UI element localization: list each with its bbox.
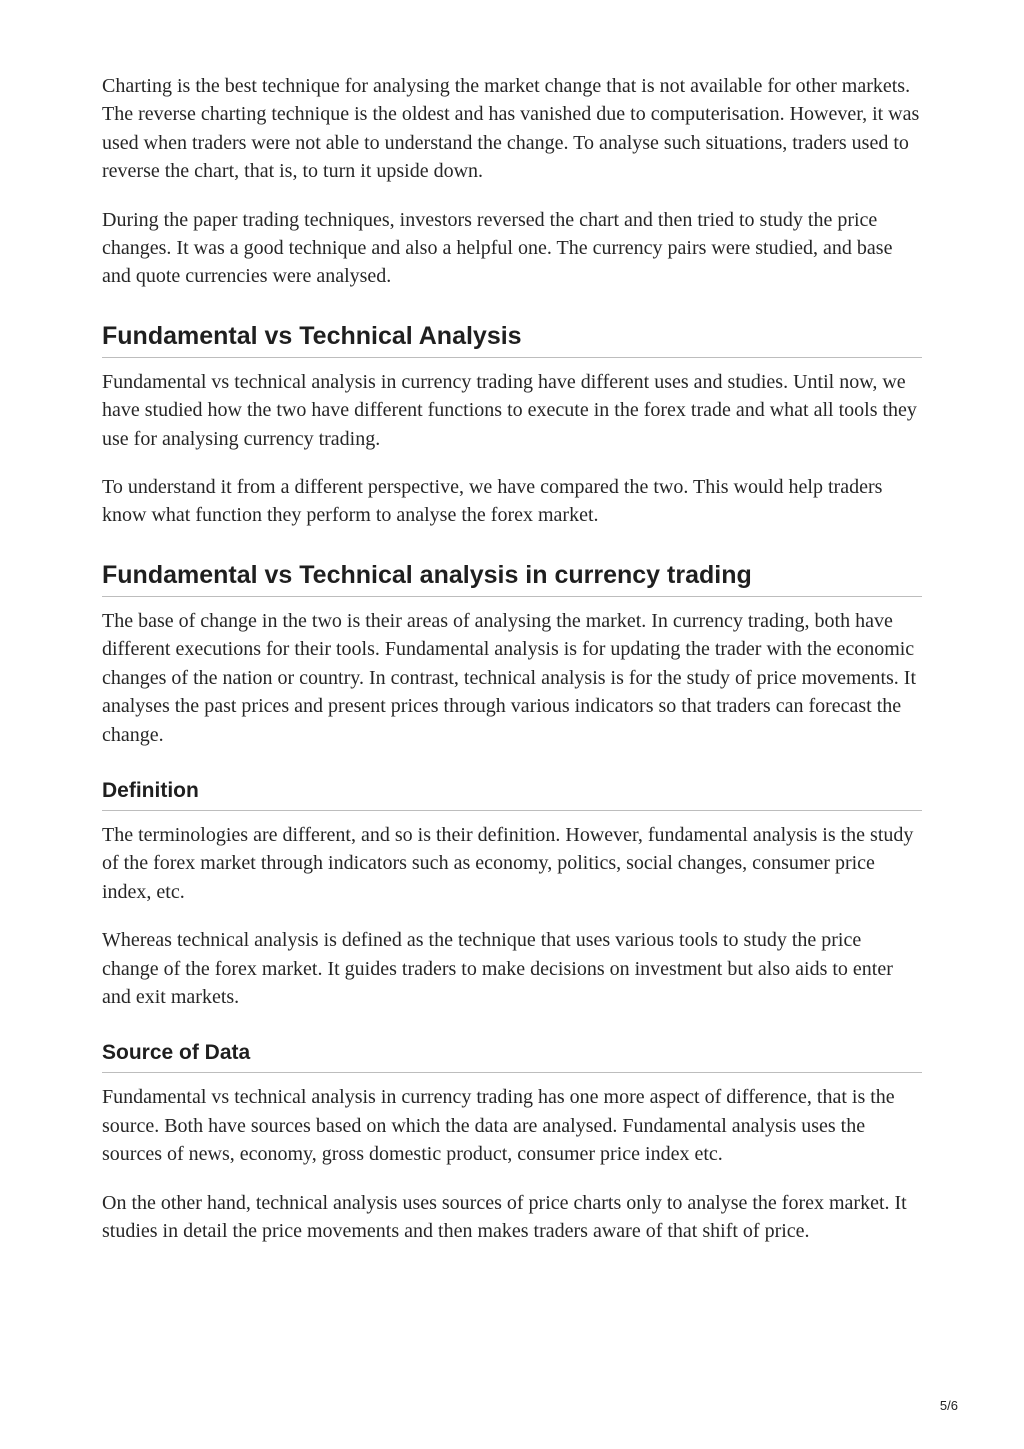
section2-paragraph-1: The base of change in the two is their areas of analysing the market. In currency trading, both have different executions for their tools. Fundamental analysis is for updating the trader with the economic changes of the nation or country. In contrast, technical analysis is for the study of price movements. It analyses the past prices and present prices through various indicators so that traders can forecast the change. xyxy=(102,609,917,746)
document-page xyxy=(102,72,922,1265)
source-paragraph-1: Fundamental vs technical analysis in currency trading has one more aspect of difference, that is the source. Both have sources based on which the data are analysed. Fundamental analysis uses the sources of news, economy, gross domestic product, consumer price index etc. xyxy=(102,1086,895,1166)
section-heading-fundamental-vs-technical: Fundamental vs Technical Analysis xyxy=(102,320,922,358)
section1-paragraph-1: Fundamental vs technical analysis in currency trading have different uses and studies. Until now, we have studied how the two have different functions to execute in the forex trade and what all tools they use for analysing currency trading. xyxy=(102,370,917,450)
subheading-definition: Definition xyxy=(102,777,922,811)
intro-paragraph-1: Charting is the best technique for analysing the market change that is not available for other markets. The reverse charting technique is the oldest and has vanished due to computerisation. However, it was used when traders were not able to understand the change. To analyse such situations, traders used to reverse the chart, that is, to turn it upside down. xyxy=(102,75,920,183)
subheading-source-of-data: Source of Data xyxy=(102,1039,922,1073)
page-number: 5/6 xyxy=(939,1398,958,1413)
section-heading-currency-trading: Fundamental vs Technical analysis in currency trading xyxy=(102,559,922,597)
section1-paragraph-2: To understand it from a different perspective, we have compared the two. This would help traders know what function they perform to analyse the forex market. xyxy=(102,476,883,527)
intro-paragraph-2: During the paper trading techniques, investors reversed the chart and then tried to study the price changes. It was a good technique and also a helpful one. The currency pairs were studied, and base and quote currencies were analysed. xyxy=(102,208,893,288)
definition-paragraph-1: The terminologies are different, and so is their definition. However, fundamental analysis is the study of the forex market through indicators such as economy, politics, social changes, consumer price index, etc. xyxy=(102,823,914,903)
definition-paragraph-2: Whereas technical analysis is defined as the technique that uses various tools to study the price change of the forex market. It guides traders to make decisions on investment but also aids to enter and exit markets. xyxy=(102,929,893,1008)
source-paragraph-2: On the other hand, technical analysis uses sources of price charts only to analyse the forex market. It studies in detail the price movements and then makes traders aware of that shift of price. xyxy=(102,1191,907,1242)
